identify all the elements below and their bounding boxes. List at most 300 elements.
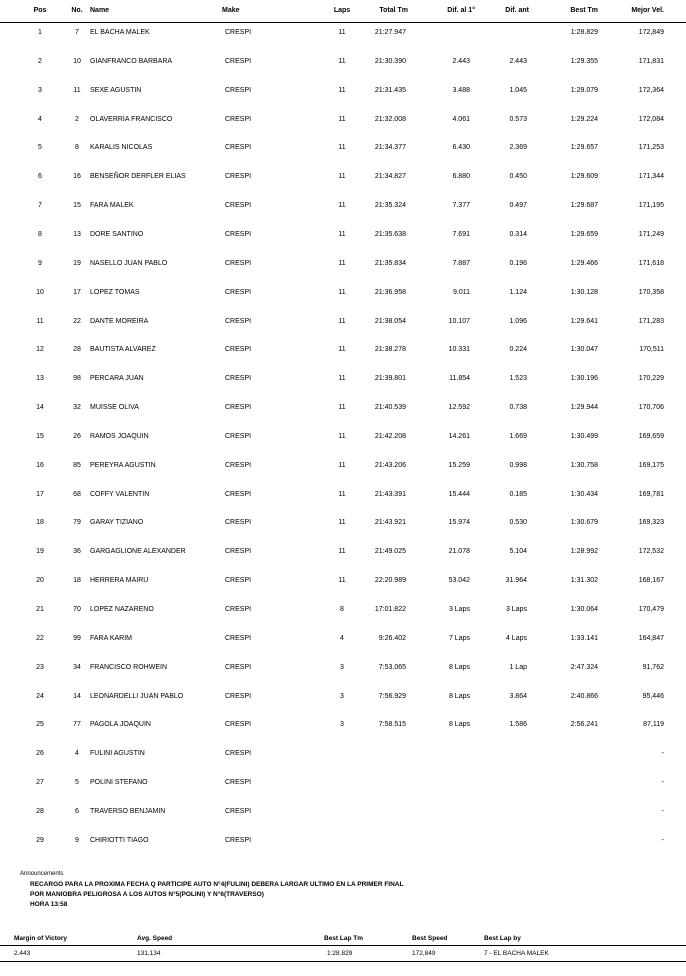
cell-total-time: 21:49.025 [374,548,406,556]
cell-laps: 4 [340,634,344,642]
cell-gap-previous: 0.185 [509,490,527,498]
header-total-time: Total Tm [379,7,408,14]
cell-pos: 16 [36,461,44,469]
cell-pos: 6 [38,173,42,181]
cell-gap-first: 4.061 [452,115,470,123]
table-row [0,346,686,358]
cell-name: OLAVERRIA FRANCISCO [90,115,173,123]
header-best-speed: Mejor Vel. [631,7,664,14]
cell-number: 6 [75,807,79,815]
cell-name: SEXE AGUSTIN [90,86,142,94]
cell-best-speed: 172,084 [638,115,664,123]
cell-make: CRESPI [225,317,252,325]
cell-pos: 21 [36,606,44,613]
cell-number: 17 [73,288,81,296]
summary-best-lap: 1:28.829 [327,950,353,957]
cell-laps: 11 [338,29,346,36]
results-header-row [0,0,686,23]
cell-total-time: 9:26.402 [378,634,406,642]
table-row [0,231,686,243]
summary-header-row [0,930,686,946]
cell-gap-first: 7.887 [452,259,470,267]
cell-best-time: 2:47.324 [570,663,598,671]
cell-laps: 3 [340,721,344,729]
cell-number: 85 [73,461,81,469]
cell-number: 98 [73,375,81,383]
cell-laps: 11 [338,317,346,325]
header-no: No. [71,7,83,14]
cell-total-time: 21:35.324 [374,202,406,210]
cell-best-speed: - [661,807,664,815]
cell-total-time: 21:38.054 [374,317,406,325]
cell-best-time: 1:30.758 [570,461,598,469]
cell-name: DORE SANTINO [90,230,144,238]
cell-best-speed: 170,358 [638,288,664,296]
cell-pos: 13 [36,375,44,383]
cell-gap-first: 6.430 [452,144,470,152]
cell-number: 10 [73,57,81,65]
cell-gap-previous: 0.450 [509,173,527,181]
cell-gap-first: 8 Laps [448,721,470,729]
cell-pos: 26 [36,750,44,758]
cell-gap-first: 11.854 [449,375,470,383]
cell-make: CRESPI [225,404,252,412]
cell-best-speed: 87,119 [643,721,664,729]
cell-laps: 11 [338,432,346,440]
cell-gap-first: 21.078 [448,548,470,556]
summary-header-best-lap-by: Best Lap by [484,935,521,942]
cell-make: CRESPI [225,259,252,267]
cell-make: CRESPI [225,548,252,556]
cell-number: 16 [73,173,81,181]
cell-laps: 11 [338,375,346,383]
cell-number: 28 [73,346,81,354]
cell-best-time: 1:29.079 [570,86,598,94]
cell-name: TRAVERSO BENJAMIN [90,807,166,815]
cell-best-speed: 171,253 [638,144,664,152]
cell-name: BAUTISTA ALVAREZ [90,346,156,354]
cell-best-time: 1:29.641 [570,317,598,325]
table-row [0,548,686,560]
cell-best-time: 1:33.141 [570,634,598,642]
cell-laps: 11 [338,519,346,527]
cell-best-speed: - [661,779,664,787]
announcement-line: POR MANIOBRA PELIGROSA A LOS AUTOS N°5(POLINI) Y N°6(TRAVERSO) [30,891,264,898]
cell-number: 9 [75,836,79,844]
summary-value-row [0,946,686,962]
cell-best-speed: 170,706 [638,404,664,412]
cell-pos: 23 [36,663,44,671]
cell-best-speed: 170,511 [639,346,664,354]
cell-laps: 11 [338,490,346,498]
cell-name: MUISSE OLIVA [90,404,139,412]
cell-best-time: 2:40.866 [570,692,598,700]
cell-make: CRESPI [225,86,252,94]
cell-gap-first: 12.592 [448,404,470,412]
summary-best-lap-by: 7 - EL BACHA MALEK [484,950,549,957]
cell-gap-previous: 0.224 [509,346,527,354]
cell-best-speed: 91,762 [642,663,664,671]
cell-best-speed: 164,847 [638,634,664,642]
cell-laps: 11 [338,115,346,123]
cell-make: CRESPI [225,519,252,527]
cell-best-speed: 172,532 [638,548,664,556]
cell-gap-previous: 4 Laps [505,634,527,642]
cell-laps: 11 [338,173,346,181]
table-row [0,462,686,474]
table-row [0,58,686,70]
cell-number: 18 [73,577,81,585]
cell-make: CRESPI [225,490,252,498]
cell-number: 79 [73,519,81,527]
table-row [0,808,686,820]
cell-gap-previous: 1.669 [509,432,527,440]
cell-gap-previous: 1.523 [509,375,527,383]
cell-total-time: 21:39.801 [374,375,406,383]
cell-make: CRESPI [225,692,252,700]
table-row [0,404,686,416]
cell-name: RAMOS JOAQUIN [90,432,149,440]
cell-best-time: 1:28.992 [570,548,598,556]
cell-pos: 2 [38,57,42,65]
cell-laps: 11 [338,461,346,469]
cell-best-time: 1:29.355 [570,57,598,65]
cell-pos: 4 [38,115,42,123]
cell-gap-first: 2.443 [452,57,470,65]
table-row [0,433,686,445]
cell-gap-first: 9.011 [453,288,470,296]
cell-best-speed: 171,283 [638,317,664,325]
cell-name: PERCARA JUAN [90,375,144,383]
cell-make: CRESPI [225,663,252,671]
cell-name: EL BACHA MALEK [90,29,150,36]
cell-total-time: 17:01.822 [374,606,406,613]
cell-total-time: 21:43.921 [374,519,406,527]
cell-number: 26 [73,432,81,440]
cell-gap-previous: 2.443 [509,57,527,65]
cell-pos: 11 [36,317,44,325]
cell-name: KARALIS NICOLAS [90,144,153,152]
cell-gap-previous: 31.964 [505,577,527,585]
table-row [0,260,686,272]
cell-number: 14 [73,692,81,700]
header-gap-previous: Dif. ant [505,7,529,14]
cell-laps: 11 [338,577,346,585]
cell-make: CRESPI [225,173,252,181]
summary-header-margin: Margin of Victory [14,935,67,942]
cell-pos: 25 [36,721,44,729]
cell-make: CRESPI [225,461,252,469]
cell-number: 19 [73,259,81,267]
header-pos: Pos [33,7,47,14]
cell-best-speed: 171,618 [638,259,664,267]
cell-total-time: 21:36.958 [374,288,406,296]
cell-laps: 3 [340,663,344,671]
cell-total-time: 21:27.947 [374,29,406,36]
cell-gap-previous: 0.530 [509,519,527,527]
cell-gap-previous: 0.998 [509,461,527,469]
cell-make: CRESPI [225,57,252,65]
cell-total-time: 22:20.989 [374,577,406,585]
cell-best-time: 2:56.241 [570,721,598,729]
cell-gap-first: 3.488 [452,86,470,94]
summary-best-speed: 172,849 [412,950,436,957]
cell-make: CRESPI [225,750,252,758]
header-best-time: Best Tm [570,7,598,14]
cell-laps: 11 [338,57,346,65]
cell-number: 15 [73,202,81,210]
table-row [0,750,686,762]
cell-name: FARA KARIM [90,634,133,642]
cell-total-time: 7:56.929 [378,692,406,700]
cell-pos: 24 [36,692,44,700]
cell-name: BENSEÑOR DERFLER ELIAS [90,173,186,181]
table-row [0,491,686,503]
cell-gap-first: 15.259 [448,461,470,469]
cell-laps: 11 [338,230,346,238]
cell-number: 5 [75,779,79,787]
cell-best-speed: - [661,750,664,758]
cell-best-speed: 171,344 [638,173,664,181]
cell-best-speed: 95,446 [642,692,664,700]
cell-total-time: 21:38.278 [374,346,406,354]
cell-pos: 20 [36,577,44,585]
cell-best-time: 1:30.128 [570,288,598,296]
cell-pos: 7 [38,202,42,210]
cell-make: CRESPI [225,144,252,152]
cell-best-time: 1:31.302 [570,577,598,585]
summary-avg-speed: 131,134 [137,950,161,957]
table-row [0,837,686,849]
cell-make: CRESPI [225,836,252,844]
cell-number: 13 [73,230,81,238]
cell-best-speed: - [661,836,664,844]
cell-name: LEONARDELLI JUAN PABLO [90,692,184,700]
cell-total-time: 21:32.008 [374,115,406,123]
summary-header-best-speed: Best Speed [412,935,448,942]
header-name: Name [90,7,110,14]
cell-best-speed: 170,479 [638,606,664,613]
cell-name: FARA MALEK [90,202,134,210]
cell-gap-first: 10.331 [448,346,470,354]
cell-make: CRESPI [225,577,252,585]
table-row [0,173,686,185]
cell-total-time: 21:43.206 [374,461,406,469]
cell-pos: 10 [36,288,44,296]
cell-make: CRESPI [225,346,252,354]
cell-total-time: 7:58.515 [378,721,406,729]
cell-gap-first: 53.042 [448,577,470,585]
table-row [0,693,686,705]
cell-number: 34 [73,663,81,671]
cell-gap-previous: 1.586 [509,721,527,729]
cell-make: CRESPI [225,202,252,210]
table-row [0,664,686,676]
announcement-line: HORA 13:58 [30,901,68,908]
cell-make: CRESPI [225,721,252,729]
announcements-title: Announcements [20,871,64,877]
cell-name: PEREYRA AGUSTIN [90,461,156,469]
cell-gap-previous: 1 Lap [509,663,527,671]
cell-make: CRESPI [225,115,252,123]
cell-gap-first: 7 Laps [448,634,470,642]
cell-pos: 19 [36,548,44,556]
cell-gap-first: 10.107 [448,317,470,325]
cell-total-time: 21:42.208 [374,432,406,440]
cell-gap-previous: 0.573 [509,115,527,123]
table-row [0,779,686,791]
cell-make: CRESPI [225,29,252,36]
announcement-line: RECARGO PARA LA PROXIMA FECHA Q PARTICIPE AUTO N°4(FULINI) DEBERA LARGAR ULTIMO EN LA PRIMER FINAL [30,881,404,888]
cell-make: CRESPI [225,606,252,613]
cell-name: FULINI AGUSTIN [90,750,145,758]
cell-pos: 14 [36,404,44,412]
cell-laps: 8 [340,606,344,613]
cell-name: GARGAGLIONE ALEXANDER [90,548,186,556]
cell-best-time: 1:30.064 [570,606,598,613]
cell-best-time: 1:30.196 [570,375,598,383]
cell-number: 2 [75,115,79,123]
cell-name: GARAY TIZIANO [90,519,144,527]
cell-make: CRESPI [225,634,252,642]
table-row [0,202,686,214]
cell-best-time: 1:29.657 [570,144,598,152]
cell-gap-first: 15.974 [448,519,470,527]
cell-total-time: 21:34.827 [374,173,406,181]
cell-gap-first: 7.691 [452,230,470,238]
cell-laps: 11 [338,86,346,94]
cell-make: CRESPI [225,779,252,787]
cell-number: 77 [73,721,81,729]
cell-total-time: 21:35.834 [374,259,406,267]
cell-gap-previous: 3 Laps [505,606,527,613]
cell-gap-previous: 5.104 [509,548,527,556]
cell-best-speed: 170,229 [638,375,664,383]
cell-best-time: 1:28.829 [570,29,598,36]
cell-pos: 15 [36,432,44,440]
cell-gap-previous: 1.096 [509,317,527,325]
cell-laps: 11 [338,346,346,354]
cell-best-time: 1:29.224 [570,115,598,123]
cell-pos: 28 [36,807,44,815]
cell-best-time: 1:29.659 [570,230,598,238]
cell-gap-first: 3 Laps [448,606,470,613]
cell-number: 8 [75,144,79,152]
cell-name: HERRERA MAIRU [90,577,149,585]
cell-total-time: 7:53.065 [378,663,406,671]
cell-gap-previous: 1.045 [509,86,527,94]
cell-number: 7 [75,29,79,36]
cell-name: COFFY VALENTIN [90,490,150,498]
cell-number: 99 [73,634,81,642]
cell-name: POLINI STEFANO [90,779,148,787]
cell-best-speed: 169,175 [638,461,664,469]
cell-name: CHIRIOTTI TIAGO [90,836,149,844]
table-row [0,606,686,618]
header-make: Make [222,7,240,14]
cell-name: GIANFRANCO BARBARA [90,57,173,65]
cell-gap-first: 7.377 [452,202,470,210]
cell-best-time: 1:30.047 [570,346,598,354]
cell-pos: 17 [36,490,44,498]
cell-pos: 9 [38,259,42,267]
cell-number: 22 [73,317,81,325]
cell-gap-first: 8 Laps [448,692,470,700]
cell-make: CRESPI [225,432,252,440]
cell-laps: 11 [338,202,346,210]
cell-name: PAGOLA JOAQUIN [90,721,151,729]
cell-best-speed: 172,849 [638,29,664,36]
summary-header-best-lap: Best Lap Tm [324,935,364,942]
cell-name: LOPEZ TOMAS [90,288,140,296]
cell-make: CRESPI [225,288,252,296]
cell-gap-previous: 0.196 [509,259,527,267]
cell-best-speed: 171,249 [638,230,664,238]
table-row [0,116,686,128]
cell-best-time: 1:30.434 [570,490,598,498]
cell-pos: 22 [36,634,44,642]
cell-best-speed: 168,167 [638,577,664,585]
cell-best-speed: 171,195 [638,202,664,210]
cell-best-time: 1:30.679 [570,519,598,527]
table-row [0,721,686,733]
table-row [0,29,686,41]
cell-pos: 27 [36,779,44,787]
cell-gap-previous: 0.738 [509,404,527,412]
cell-pos: 8 [38,230,42,238]
cell-total-time: 21:31.435 [374,86,406,94]
table-row [0,144,686,156]
cell-laps: 11 [338,144,346,152]
cell-pos: 18 [36,519,44,527]
summary-header-avg-speed: Avg. Speed [137,935,173,942]
cell-laps: 3 [340,692,344,700]
cell-number: 32 [73,404,81,412]
cell-best-speed: 169,781 [638,490,664,498]
cell-total-time: 21:43.391 [374,490,406,498]
cell-total-time: 21:40.539 [374,404,406,412]
cell-laps: 11 [338,259,346,267]
table-row [0,635,686,647]
cell-number: 70 [73,606,81,613]
cell-best-time: 1:30.499 [570,432,598,440]
table-row [0,289,686,301]
cell-gap-previous: 0.497 [509,202,527,210]
cell-best-time: 1:29.944 [570,404,598,412]
cell-name: LOPEZ NAZARENO [90,606,154,613]
cell-best-speed: 172,364 [638,86,664,94]
header-laps: Laps [333,7,351,14]
cell-gap-first: 6.880 [452,173,470,181]
cell-number: 11 [73,86,81,94]
cell-name: DANTE MOREIRA [90,317,149,325]
cell-make: CRESPI [225,230,252,238]
cell-pos: 29 [36,836,44,844]
cell-make: CRESPI [225,375,252,383]
table-row [0,577,686,589]
cell-best-speed: 169,659 [638,432,664,440]
cell-best-time: 1:29.609 [570,173,598,181]
cell-laps: 11 [338,404,346,412]
cell-gap-previous: 2.369 [509,144,527,152]
cell-total-time: 21:34.377 [374,144,406,152]
cell-best-speed: 171,831 [638,57,664,65]
cell-gap-first: 15.444 [448,490,470,498]
cell-name: FRANCISCO ROHWEIN [90,663,167,671]
cell-gap-previous: 1.124 [509,288,527,296]
cell-gap-first: 8 Laps [448,663,470,671]
cell-best-time: 1:29.687 [570,202,598,210]
